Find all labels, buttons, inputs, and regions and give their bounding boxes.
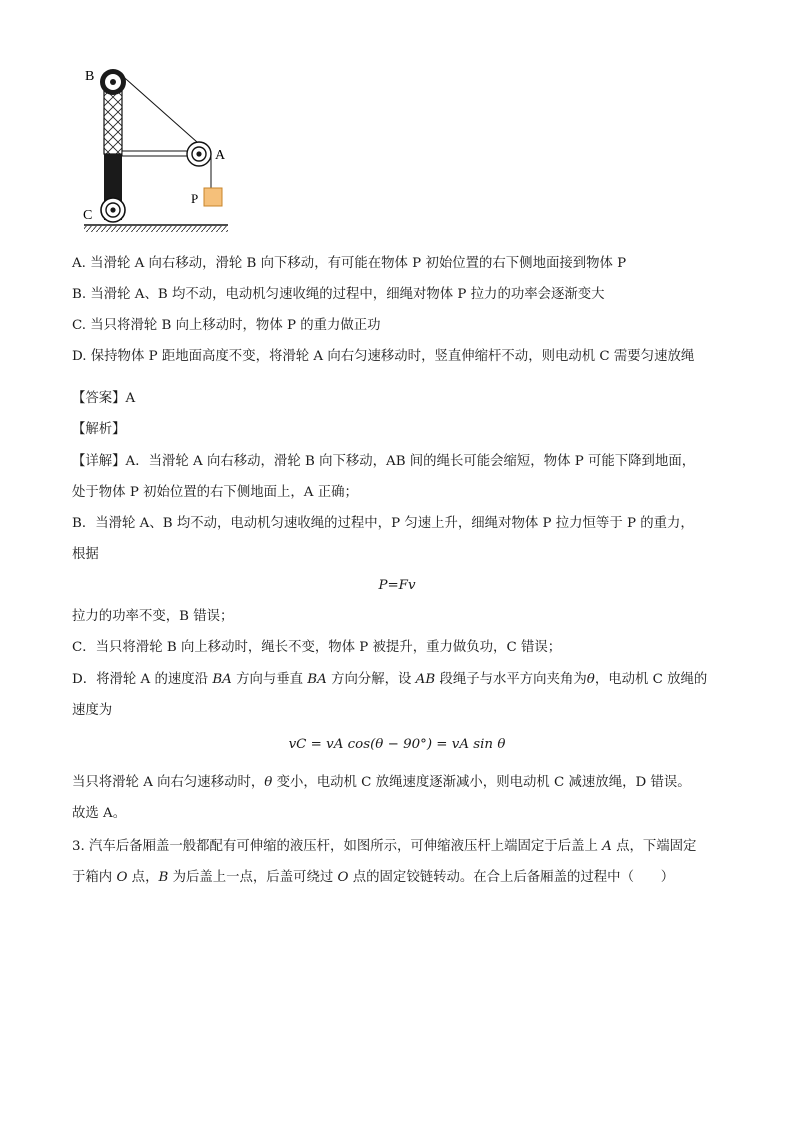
q3-l2-o1: O xyxy=(116,870,128,885)
q3-l2-post: 点的固定铰链转动。在合上后备厢盖的过程中（ ） xyxy=(348,870,675,885)
option-c: C. 当只将滑轮 B 向上移动时，物体 P 的重力做正功 xyxy=(72,318,381,333)
option-b: B. 当滑轮 A、B 均不动，电动机匀速收绳的过程中，细绳对物体 P 拉力的功率会逐渐变大 xyxy=(72,287,605,302)
d3-pre: 当只将滑轮 A 向右匀速移动时， xyxy=(72,775,265,790)
d1-ab: AB xyxy=(415,672,436,687)
label-c: C xyxy=(83,208,93,223)
block-p xyxy=(204,188,222,206)
explanation-b-line1: B．当滑轮 A、B 均不动，电动机匀速收绳的过程中，P 匀速上升，细绳对物体 P 拉力恒等于 P 的重力， xyxy=(72,516,694,531)
motor-c xyxy=(101,198,125,222)
q3-l2-b: B xyxy=(158,870,169,885)
question-3-line2 xyxy=(72,868,674,888)
q3-l1-post: 点，下端固定 xyxy=(611,839,697,854)
d1-mid3: 段绳子与水平方向夹角为 xyxy=(435,672,587,687)
explanation-c-line1: C．当只将滑轮 B 向上移动时，绳长不变，物体 P 被提升，重力做负功，C 错误； xyxy=(72,640,562,655)
d3-post: 变小，电动机 C 放绳速度逐渐减小，则电动机 C 减速放绳，D 错误。 xyxy=(272,775,691,790)
q3-l2-mid1: 点， xyxy=(127,870,159,885)
explanation-b-line2: 根据 xyxy=(72,547,99,562)
option-a: A. 当滑轮 A 向右移动，滑轮 B 向下移动，有可能在物体 P 初始位置的右下侧地面接到物体 P xyxy=(72,256,627,271)
pulley-diagram xyxy=(78,62,238,240)
label-a: A xyxy=(215,148,226,163)
d3-theta: θ xyxy=(264,775,273,790)
d1-post: ，电动机 C 放绳的 xyxy=(594,672,708,687)
d1-pre: D．将滑轮 A 的速度沿 xyxy=(72,672,213,687)
formula-power: P=Fv xyxy=(378,578,416,593)
question-3-line1 xyxy=(72,837,696,857)
q3-l2-pre: 于箱内 xyxy=(72,870,117,885)
answer-line: 【答案】A xyxy=(72,391,136,406)
explanation-b-line3: 拉力的功率不变，B 错误； xyxy=(72,609,234,624)
explanation-d-line3 xyxy=(72,773,691,793)
option-d: D. 保持物体 P 距地面高度不变，将滑轮 A 向右匀速移动时，竖直伸缩杆不动，则电动机 C 需要匀速放绳 xyxy=(72,349,695,364)
formula-velocity: vC = vA cos(θ − 90°) = vA sin θ xyxy=(288,737,506,752)
d1-ba2: BA xyxy=(307,672,327,687)
label-p: P xyxy=(191,191,199,206)
pulley-a xyxy=(187,142,211,166)
pulley-b xyxy=(100,69,126,95)
explanation-a-line2: 处于物体 P 初始位置的右下侧地面上，A 正确； xyxy=(72,485,358,500)
ground-hatch xyxy=(84,226,228,232)
d1-ba1: BA xyxy=(212,672,232,687)
explanation-d-line2: 速度为 xyxy=(72,703,113,718)
explanation-a-line1: 【详解】A．当滑轮 A 向右移动，滑轮 B 向下移动，AB 间的绳长可能会缩短，物体 P 可能下降到地面， xyxy=(72,454,696,469)
q3-l2-mid2: 为后盖上一点，后盖可绕过 xyxy=(168,870,338,885)
explanation-d-line1 xyxy=(72,670,707,690)
analysis-heading: 【解析】 xyxy=(72,422,126,437)
q3-l2-o2: O xyxy=(337,870,349,885)
d1-mid2: 方向分解，设 xyxy=(326,672,416,687)
rope-b-to-a xyxy=(118,72,206,150)
conclusion-line: 故选 A。 xyxy=(72,806,127,821)
d1-mid1: 方向与垂直 xyxy=(231,672,308,687)
label-b: B xyxy=(85,69,95,84)
q3-l1-pre: 3. 汽车后备厢盖一般都配有可伸缩的液压杆，如图所示，可伸缩液压杆上端固定于后盖上 xyxy=(72,839,603,854)
q3-l1-a: A xyxy=(602,839,612,854)
d1-theta: θ xyxy=(586,672,595,687)
